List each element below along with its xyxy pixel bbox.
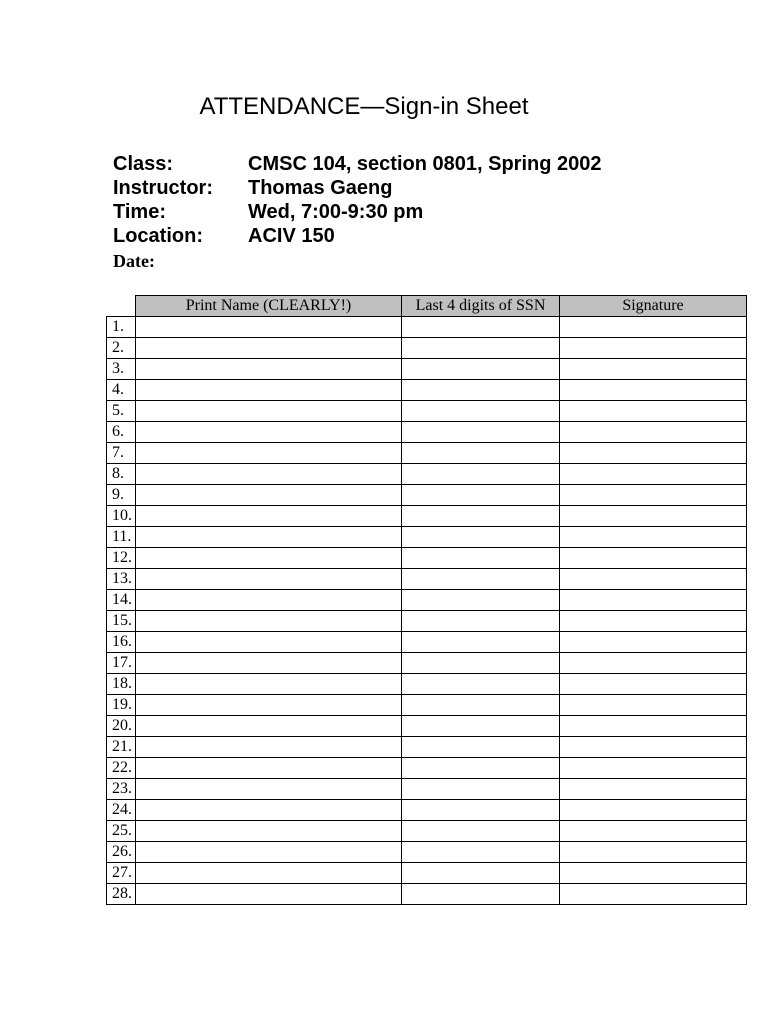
location-row: [113, 224, 602, 248]
row-number: 8.: [107, 464, 136, 485]
ssn-cell[interactable]: [402, 590, 560, 611]
table-row: [107, 632, 747, 653]
ssn-cell[interactable]: [402, 632, 560, 653]
signature-cell[interactable]: [560, 527, 747, 548]
row-number: 11.: [107, 527, 136, 548]
row-number: 4.: [107, 380, 136, 401]
table-row: [107, 506, 747, 527]
row-number: 7.: [107, 443, 136, 464]
name-cell[interactable]: [136, 443, 402, 464]
table-row: [107, 338, 747, 359]
name-cell[interactable]: [136, 863, 402, 884]
signature-cell[interactable]: [560, 548, 747, 569]
class-label: Class:: [113, 152, 174, 175]
header-signature: Signature: [560, 296, 747, 317]
signature-cell[interactable]: [560, 800, 747, 821]
signature-cell[interactable]: [560, 758, 747, 779]
row-number: 13.: [107, 569, 136, 590]
row-number: 23.: [107, 779, 136, 800]
ssn-cell[interactable]: [402, 779, 560, 800]
table-row: [107, 485, 747, 506]
location-label: Location:: [113, 224, 203, 247]
ssn-cell[interactable]: [402, 842, 560, 863]
signature-cell[interactable]: [560, 590, 747, 611]
row-number: 27.: [107, 863, 136, 884]
date-label: Date:: [113, 250, 155, 271]
table-header-row: [107, 296, 747, 317]
signature-cell[interactable]: [560, 317, 747, 338]
name-cell[interactable]: [136, 485, 402, 506]
name-cell[interactable]: [136, 506, 402, 527]
table-row: [107, 590, 747, 611]
ssn-cell[interactable]: [402, 884, 560, 905]
signature-cell[interactable]: [560, 443, 747, 464]
ssn-cell[interactable]: [402, 527, 560, 548]
page-title: ATTENDANCE—Sign-in Sheet: [199, 93, 529, 120]
name-cell[interactable]: [136, 779, 402, 800]
row-number: 3.: [107, 359, 136, 380]
header-corner: [107, 296, 136, 317]
name-cell[interactable]: [136, 884, 402, 905]
table-row: [107, 317, 747, 338]
name-cell[interactable]: [136, 842, 402, 863]
signature-cell[interactable]: [560, 611, 747, 632]
table-row: [107, 758, 747, 779]
header-ssn: Last 4 digits of SSN: [402, 296, 560, 317]
row-number: 12.: [107, 548, 136, 569]
ssn-cell[interactable]: [402, 485, 560, 506]
row-number: 22.: [107, 758, 136, 779]
row-number: 15.: [107, 611, 136, 632]
table-row: [107, 653, 747, 674]
name-cell[interactable]: [136, 653, 402, 674]
ssn-cell[interactable]: [402, 800, 560, 821]
date-row: [113, 248, 602, 274]
row-number: 24.: [107, 800, 136, 821]
row-number: 21.: [107, 737, 136, 758]
ssn-cell[interactable]: [402, 548, 560, 569]
name-cell[interactable]: [136, 716, 402, 737]
header-print-name: Print Name (CLEARLY!): [136, 296, 402, 317]
instructor-row: [113, 176, 602, 200]
name-cell[interactable]: [136, 632, 402, 653]
row-number: 25.: [107, 821, 136, 842]
name-cell[interactable]: [136, 548, 402, 569]
ssn-cell[interactable]: [402, 695, 560, 716]
location-value: ACIV 150: [248, 224, 335, 247]
ssn-cell[interactable]: [402, 338, 560, 359]
name-cell[interactable]: [136, 611, 402, 632]
row-number: 20.: [107, 716, 136, 737]
signature-cell[interactable]: [560, 653, 747, 674]
table-row: [107, 611, 747, 632]
signature-cell[interactable]: [560, 842, 747, 863]
ssn-cell[interactable]: [402, 443, 560, 464]
row-number: 16.: [107, 632, 136, 653]
row-number: 17.: [107, 653, 136, 674]
signature-cell[interactable]: [560, 821, 747, 842]
table-row: [107, 359, 747, 380]
row-number: 10.: [107, 506, 136, 527]
table-row: [107, 401, 747, 422]
signature-cell[interactable]: [560, 380, 747, 401]
signature-cell[interactable]: [560, 779, 747, 800]
instructor-value: Thomas Gaeng: [248, 176, 393, 199]
ssn-cell[interactable]: [402, 464, 560, 485]
time-value: Wed, 7:00-9:30 pm: [248, 200, 424, 223]
name-cell[interactable]: [136, 338, 402, 359]
ssn-cell[interactable]: [402, 863, 560, 884]
signature-cell[interactable]: [560, 695, 747, 716]
ssn-cell[interactable]: [402, 821, 560, 842]
name-cell[interactable]: [136, 422, 402, 443]
row-number: 6.: [107, 422, 136, 443]
signature-cell[interactable]: [560, 632, 747, 653]
table-row: [107, 422, 747, 443]
table-row: [107, 842, 747, 863]
row-number: 26.: [107, 842, 136, 863]
ssn-cell[interactable]: [402, 611, 560, 632]
table-row: [107, 380, 747, 401]
ssn-cell[interactable]: [402, 422, 560, 443]
table-row: [107, 821, 747, 842]
ssn-cell[interactable]: [402, 401, 560, 422]
table-row: [107, 884, 747, 905]
name-cell[interactable]: [136, 800, 402, 821]
table-row: [107, 464, 747, 485]
table-row: [107, 527, 747, 548]
name-cell[interactable]: [136, 401, 402, 422]
name-cell[interactable]: [136, 380, 402, 401]
name-cell[interactable]: [136, 569, 402, 590]
signature-cell[interactable]: [560, 506, 747, 527]
ssn-cell[interactable]: [402, 737, 560, 758]
class-info: [113, 152, 602, 274]
name-cell[interactable]: [136, 737, 402, 758]
row-number: 1.: [107, 317, 136, 338]
table-row: [107, 737, 747, 758]
name-cell[interactable]: [136, 359, 402, 380]
table-row: [107, 674, 747, 695]
signature-cell[interactable]: [560, 569, 747, 590]
name-cell[interactable]: [136, 590, 402, 611]
ssn-cell[interactable]: [402, 758, 560, 779]
name-cell[interactable]: [136, 317, 402, 338]
time-row: [113, 200, 602, 224]
signature-cell[interactable]: [560, 338, 747, 359]
ssn-cell[interactable]: [402, 317, 560, 338]
row-number: 2.: [107, 338, 136, 359]
table-row: [107, 863, 747, 884]
name-cell[interactable]: [136, 758, 402, 779]
ssn-cell[interactable]: [402, 653, 560, 674]
ssn-cell[interactable]: [402, 506, 560, 527]
name-cell[interactable]: [136, 464, 402, 485]
table-row: [107, 569, 747, 590]
table-row: [107, 695, 747, 716]
row-number: 19.: [107, 695, 136, 716]
row-number: 28.: [107, 884, 136, 905]
table-row: [107, 716, 747, 737]
table-row: [107, 779, 747, 800]
class-value: CMSC 104, section 0801, Spring 2002: [248, 152, 602, 175]
signature-cell[interactable]: [560, 716, 747, 737]
ssn-cell[interactable]: [402, 674, 560, 695]
signature-cell[interactable]: [560, 359, 747, 380]
name-cell[interactable]: [136, 695, 402, 716]
signature-cell[interactable]: [560, 884, 747, 905]
ssn-cell[interactable]: [402, 380, 560, 401]
table-row: [107, 800, 747, 821]
signature-cell[interactable]: [560, 401, 747, 422]
name-cell[interactable]: [136, 821, 402, 842]
signature-cell[interactable]: [560, 464, 747, 485]
signature-cell[interactable]: [560, 422, 747, 443]
row-number: 5.: [107, 401, 136, 422]
row-number: 9.: [107, 485, 136, 506]
signature-cell[interactable]: [560, 674, 747, 695]
signature-cell[interactable]: [560, 485, 747, 506]
time-label: Time:: [113, 200, 166, 223]
class-row: [113, 152, 602, 176]
signature-cell[interactable]: [560, 737, 747, 758]
ssn-cell[interactable]: [402, 569, 560, 590]
name-cell[interactable]: [136, 674, 402, 695]
signature-cell[interactable]: [560, 863, 747, 884]
row-number: 18.: [107, 674, 136, 695]
row-number: 14.: [107, 590, 136, 611]
ssn-cell[interactable]: [402, 716, 560, 737]
table-row: [107, 443, 747, 464]
sign-in-table: [106, 295, 747, 905]
name-cell[interactable]: [136, 527, 402, 548]
table-row: [107, 548, 747, 569]
ssn-cell[interactable]: [402, 359, 560, 380]
instructor-label: Instructor:: [113, 176, 213, 199]
